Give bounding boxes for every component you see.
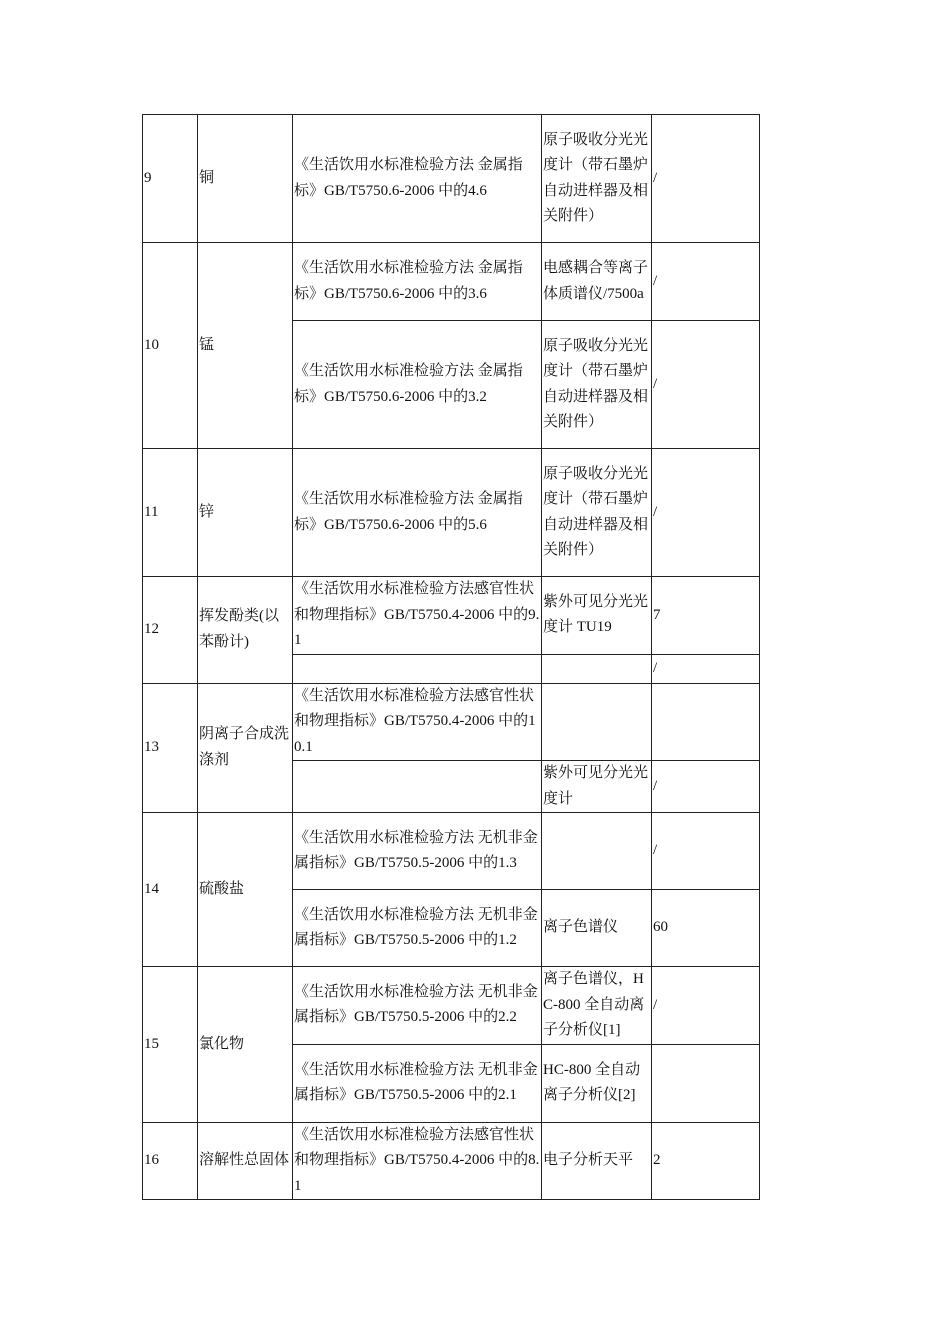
instrument: 离子色谱仪，HC-800 全自动离子分析仪[1] (542, 967, 652, 1045)
instrument: 离子色谱仪 (542, 890, 652, 967)
instrument: 电感耦合等离子体质谱仪/7500a (542, 243, 652, 321)
instrument: 原子吸收分光光度计（带石墨炉自动进样器及相关附件） (542, 321, 652, 449)
method-standard: 《生活饮用水标准检验方法 金属指标》GB/T5750.6-2006 中的4.6 (293, 115, 542, 243)
count: / (652, 321, 760, 449)
method-standard: 《生活饮用水标准检验方法 无机非金属指标》GB/T5750.5-2006 中的2.1 (293, 1044, 542, 1122)
test-methods-table (142, 114, 760, 1200)
item-name: 硫酸盐 (198, 813, 293, 967)
method-standard: 《生活饮用水标准检验方法 无机非金属指标》GB/T5750.5-2006 中的1.2 (293, 890, 542, 967)
method-standard: 《生活饮用水标准检验方法感官性状和物理指标》GB/T5750.4-2006 中的8.1 (293, 1122, 542, 1200)
instrument: HC-800 全自动离子分析仪[2] (542, 1044, 652, 1122)
instrument: 紫外可见分光光度计 TU19 (542, 577, 652, 655)
count: 7 (652, 577, 760, 655)
count: / (652, 654, 760, 683)
item-number: 13 (143, 683, 198, 813)
table-row (143, 967, 760, 1045)
count: / (652, 449, 760, 577)
instrument: 原子吸收分光光度计（带石墨炉自动进样器及相关附件） (542, 115, 652, 243)
table-row (143, 577, 760, 655)
count: / (652, 243, 760, 321)
item-name: 铜 (198, 115, 293, 243)
item-name: 阴离子合成洗涤剂 (198, 683, 293, 813)
table-row (143, 683, 760, 761)
item-number: 14 (143, 813, 198, 967)
method-standard: 《生活饮用水标准检验方法 金属指标》GB/T5750.6-2006 中的5.6 (293, 449, 542, 577)
count: / (652, 813, 760, 890)
instrument: 电子分析天平 (542, 1122, 652, 1200)
method-standard: 《生活饮用水标准检验方法 金属指标》GB/T5750.6-2006 中的3.6 (293, 243, 542, 321)
item-name: 挥发酚类(以苯酚计) (198, 577, 293, 684)
table-row (143, 243, 760, 321)
count (652, 683, 760, 761)
count: / (652, 761, 760, 813)
count: 2 (652, 1122, 760, 1200)
item-number: 9 (143, 115, 198, 243)
item-number: 10 (143, 243, 198, 449)
method-standard: 《生活饮用水标准检验方法 金属指标》GB/T5750.6-2006 中的3.2 (293, 321, 542, 449)
instrument (542, 683, 652, 761)
item-name: 溶解性总固体 (198, 1122, 293, 1200)
instrument: 紫外可见分光光度计 (542, 761, 652, 813)
instrument (542, 813, 652, 890)
count: / (652, 115, 760, 243)
table-row (143, 1122, 760, 1200)
table-row (143, 813, 760, 890)
item-number: 15 (143, 967, 198, 1123)
item-name: 锰 (198, 243, 293, 449)
table-row (143, 115, 760, 243)
instrument: 原子吸收分光光度计（带石墨炉自动进样器及相关附件） (542, 449, 652, 577)
count (652, 1044, 760, 1122)
count: / (652, 967, 760, 1045)
item-number: 16 (143, 1122, 198, 1200)
method-standard: 《生活饮用水标准检验方法感官性状和物理指标》GB/T5750.4-2006 中的10.1 (293, 683, 542, 761)
item-number: 11 (143, 449, 198, 577)
method-standard: 《生活饮用水标准检验方法 无机非金属指标》GB/T5750.5-2006 中的2.2 (293, 967, 542, 1045)
method-standard: 《生活饮用水标准检验方法 无机非金属指标》GB/T5750.5-2006 中的1.3 (293, 813, 542, 890)
count: 60 (652, 890, 760, 967)
method-standard: 《生活饮用水标准检验方法感官性状和物理指标》GB/T5750.4-2006 中的9.1 (293, 577, 542, 655)
item-name: 锌 (198, 449, 293, 577)
item-name: 氯化物 (198, 967, 293, 1123)
instrument (542, 654, 652, 683)
table-body (143, 115, 760, 1200)
table-row (143, 449, 760, 577)
method-standard (293, 654, 542, 683)
item-number: 12 (143, 577, 198, 684)
method-standard (293, 761, 542, 813)
